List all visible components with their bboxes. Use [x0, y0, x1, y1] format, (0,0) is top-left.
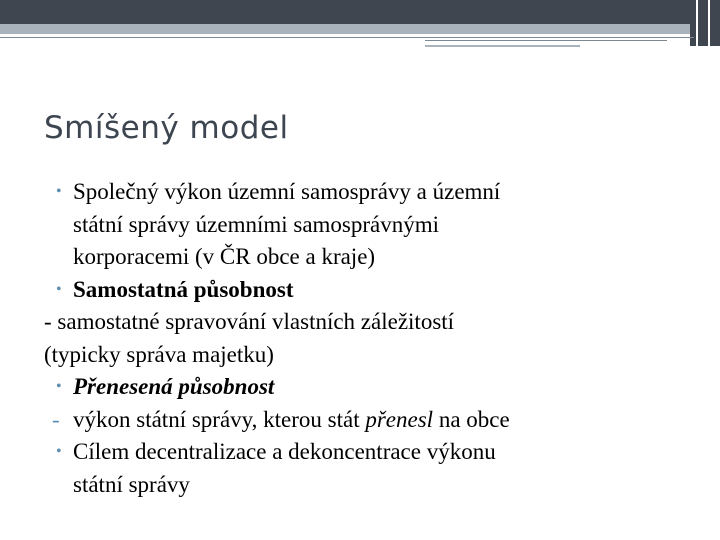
bullet-icon: •	[56, 280, 62, 298]
bullet-heading: Samostatná působnost	[73, 276, 294, 302]
bullet-line	[44, 436, 704, 469]
header-divider-line	[0, 37, 694, 38]
dash-icon: -	[52, 406, 60, 432]
detail-text: (typicky správa majetku)	[44, 341, 274, 367]
bullet-continuation	[44, 469, 704, 502]
detail-text: - samostatné spravování vlastních záležitostí	[44, 309, 455, 334]
bullet-line	[44, 371, 704, 404]
detail-line	[44, 306, 704, 339]
header-bar-dark	[0, 0, 690, 24]
corner-stripe	[696, 0, 698, 46]
corner-stripe	[708, 0, 710, 46]
dash-text	[44, 407, 510, 432]
bullet-icon: •	[56, 443, 62, 460]
bullet-icon: •	[56, 183, 62, 200]
detail-line	[44, 339, 704, 372]
header-accent-line	[425, 40, 667, 41]
bullet-text: Cílem decentralizace a dekoncentrace výkonu	[73, 439, 496, 464]
bullet-text: Společný výkon územní samosprávy a územní	[73, 179, 501, 204]
slide-title: Smíšený model	[44, 110, 289, 146]
dash-line	[44, 404, 704, 437]
bullet-line	[44, 176, 704, 209]
header-corner-block	[690, 0, 720, 46]
bullet-line	[44, 274, 704, 307]
bullet-text: státní správy územními samosprávnými	[73, 211, 440, 237]
header-bar-light	[0, 24, 690, 34]
dash-text-before: výkon státní správy, kterou stát	[73, 406, 366, 432]
bullet-text: státní správy	[73, 471, 190, 497]
bullet-continuation	[44, 209, 704, 242]
bullet-text: korporacemi (v ČR obce a kraje)	[73, 244, 376, 269]
bullet-icon: •	[56, 378, 62, 395]
dash-text-emphasis: přenesl	[365, 406, 434, 432]
header-accent-line	[425, 45, 580, 47]
bullet-heading: Přenesená působnost	[73, 374, 275, 399]
bullet-continuation	[44, 241, 704, 274]
slide-body	[44, 176, 704, 501]
dash-text-after: na obce	[433, 406, 510, 432]
